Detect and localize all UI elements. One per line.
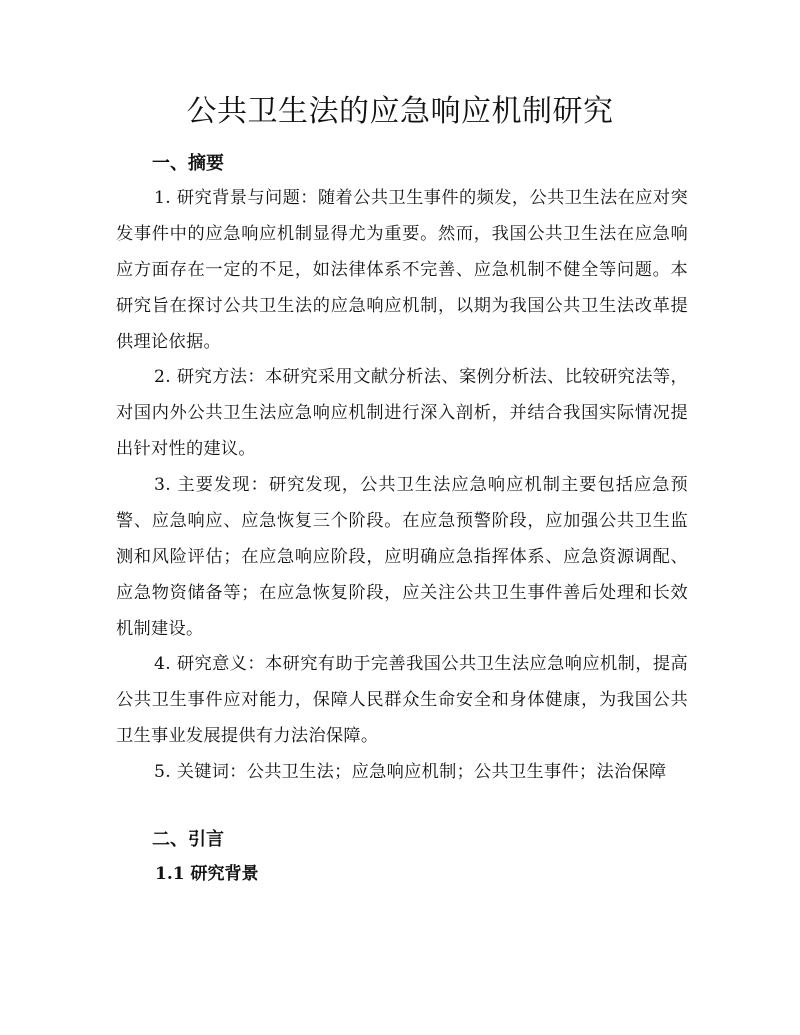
- subsection-heading-background: 1.1 研究背景: [155, 864, 259, 884]
- abstract-paragraph-background: 1. 研究背景与问题：随着公共卫生事件的频发，公共卫生法在应对突发事件中的应急响应机制显得尤为重要。然而，我国公共卫生法在应急响应方面存在一定的不足，如法律体系不完善、应急机制不健全等问题。本研究旨在探讨公共卫生法的应急响应机制，以期为我国公共卫生法改革提供理论依据。: [116, 188, 688, 352]
- abstract-paragraph-keywords: 5. 关键词：公共卫生法；应急响应机制；公共卫生事件；法治保障: [154, 762, 667, 782]
- abstract-paragraph-significance: 4. 研究意义：本研究有助于完善我国公共卫生法应急响应机制，提高公共卫生事件应对能力，保障人民群众生命安全和身体健康，为我国公共卫生事业发展提供有力法治保障。: [116, 654, 688, 746]
- abstract-paragraph-methods: 2. 研究方法：本研究采用文献分析法、案例分析法、比较研究法等，对国内外公共卫生法应急响应机制进行深入剖析，并结合我国实际情况提出针对性的建议。: [116, 367, 688, 459]
- abstract-paragraph-findings: 3. 主要发现：研究发现，公共卫生法应急响应机制主要包括应急预警、应急响应、应急恢复三个阶段。在应急预警阶段，应加强公共卫生监测和风险评估；在应急响应阶段，应明确应急指挥体系、应急资源调配、应急物资储备等；在应急恢复阶段，应关注公共卫生事件善后处理和长效机制建设。: [116, 475, 688, 639]
- section-heading-abstract: 一、摘要: [152, 153, 224, 174]
- section-heading-introduction: 二、引言: [152, 829, 224, 850]
- document-title: 公共卫生法的应急响应机制研究: [186, 94, 614, 129]
